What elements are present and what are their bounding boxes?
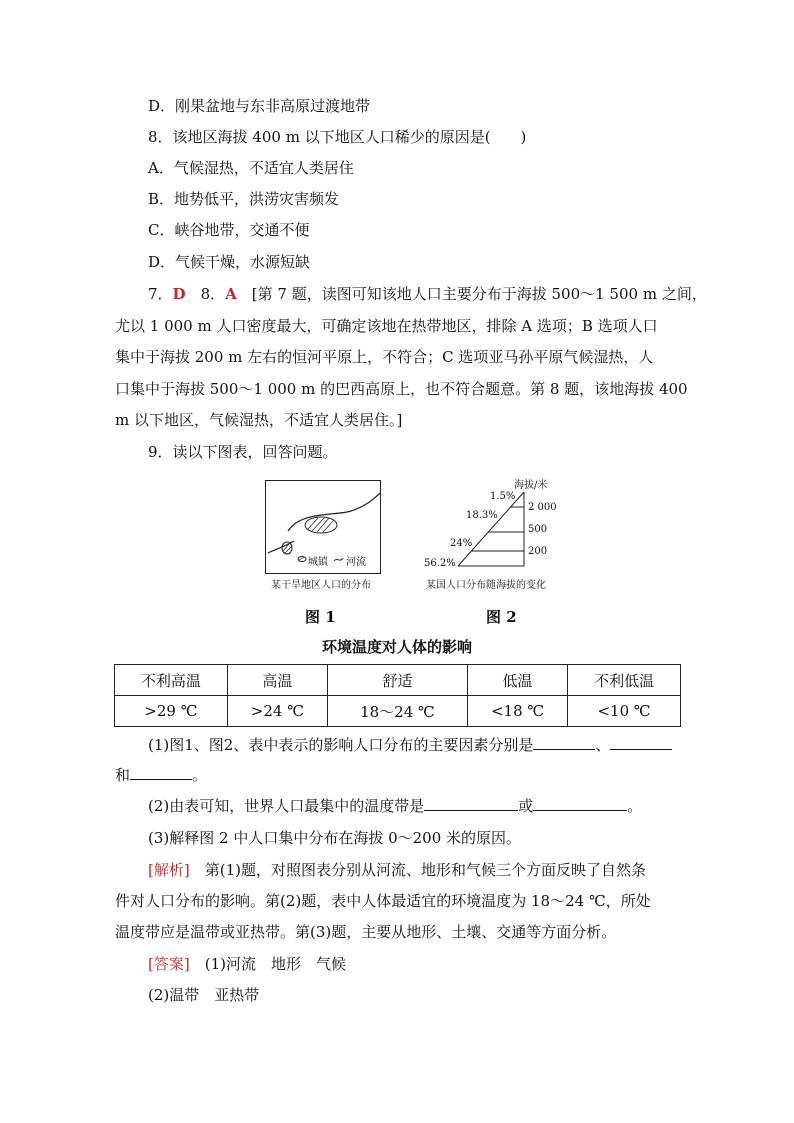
explanation-line2: 尤以 1 000 m 人口密度最大，可确定该地在热带地区，排除 A 选项；B 选项人口 [115, 317, 658, 335]
tick-2000: 2 000 [528, 502, 557, 513]
answer-blank-3[interactable] [130, 765, 192, 780]
q8-option-a: A．气候湿热，不适宜人类居住 [148, 159, 354, 177]
sub2-text: (2)由表可知，世界人口最集中的温度带是 [148, 797, 425, 815]
figure-2-label: 图 2 [486, 608, 517, 626]
q8-option-c: C．峡谷地带，交通不便 [148, 221, 310, 239]
axis-label: 海拔/米 [514, 480, 548, 491]
town-area-large [305, 517, 337, 533]
explanation-line4: 口集中于海拔 500～1 000 m 的巴西高原上，也不符合题意。第 8 题，该地海拔 400 [115, 380, 688, 398]
sub1-text: (1)图1、图2、表中表示的影响人口分布的主要因素分别是 [148, 736, 534, 754]
value-cell: 18～24 ℃ [327, 696, 467, 727]
header-cell: 舒适 [327, 665, 467, 696]
explanation-line5: m 以下地区，气候湿热，不适宜人类居住。] [115, 411, 403, 429]
answer-tag: [答案] [148, 955, 190, 973]
q9-sub3: (3)解释图 2 中人口集中分布在海拔 0～200 米的原因。 [148, 829, 522, 847]
analysis-line2: 件对人口分布的影响。第(2)题，表中人体最适宜的环境温度为 18～24 ℃，所处 [115, 892, 651, 910]
q8-stem: 8．该地区海拔 400 m 以下地区人口稀少的原因是( ) [148, 128, 527, 146]
town-area-small [282, 542, 292, 554]
legend-town-label: 城镇 [308, 557, 328, 568]
table-title: 环境温度对人体的影响 [321, 638, 472, 656]
value-cell: >24 ℃ [227, 696, 327, 727]
header-cell: 低温 [467, 665, 567, 696]
answer-blank-5[interactable] [533, 796, 627, 811]
sub2-or: 或 [518, 797, 534, 815]
pct-label-2: 18.3% [466, 510, 498, 521]
tick-500: 500 [528, 524, 548, 535]
analysis-line1 [148, 860, 646, 880]
q7-answer: D [172, 285, 186, 303]
pct-label-1: 1.5% [490, 491, 516, 502]
q7-label: 7． [148, 285, 173, 303]
answer-line1 [148, 954, 346, 974]
q7-option-d: D．刚果盆地与东非高原过渡地带 [148, 97, 371, 115]
pct-label-3: 24% [450, 538, 473, 549]
value-cell: >29 ℃ [115, 696, 228, 727]
legend-river-icon [334, 558, 343, 561]
tick-200: 200 [528, 546, 548, 557]
legend-town-icon [298, 557, 306, 562]
q8-label: 8． [200, 285, 226, 303]
header-cell: 不利低温 [568, 665, 681, 696]
analysis-line3: 温度带应是温带或亚热带。第(3)题，主要从地形、土壤、交通等方面分析。 [115, 923, 617, 941]
figure-2-chart [418, 474, 568, 574]
q9-sub1-line1 [148, 735, 672, 755]
sub1-separator: 、 [595, 736, 611, 754]
q9-stem: 9．读以下图表，回答问题。 [148, 443, 338, 461]
slope-line [458, 492, 524, 566]
table-header-row [115, 665, 681, 696]
explanation-line1: [第 7 题，读图可知该地人口主要分布于海拔 500～1 500 m 之间， [251, 285, 707, 303]
sub1-end: 。 [192, 766, 208, 784]
q8-option-b: B．地势低平，洪涝灾害频发 [148, 190, 340, 208]
answer-blank-4[interactable] [424, 796, 518, 811]
table-row [115, 696, 681, 727]
value-cell: <18 ℃ [467, 696, 567, 727]
q9-sub2 [148, 796, 642, 816]
answer-7-8-line1 [148, 284, 707, 304]
figure-1-map [265, 480, 381, 574]
answer-blank-2[interactable] [610, 735, 672, 750]
pct-label-4: 56.2% [424, 558, 456, 569]
figure-1-label: 图 1 [305, 608, 336, 626]
value-cell: <10 ℃ [568, 696, 681, 727]
header-cell: 高温 [227, 665, 327, 696]
figure-2-caption: 某国人口分布随海拔的变化 [426, 580, 546, 591]
legend-river-label: 河流 [346, 557, 366, 568]
river-main [288, 493, 380, 531]
sub2-end: 。 [627, 797, 643, 815]
q9-sub1-line2 [115, 765, 207, 785]
answer-blank-1[interactable] [533, 735, 595, 750]
answer-line2: (2)温带 亚热带 [148, 986, 260, 1004]
q8-option-d: D．气候干燥，水源短缺 [148, 253, 311, 271]
explanation-line3: 集中于海拔 200 m 左右的恒河平原上，不符合；C 选项亚马孙平原气候湿热，人 [115, 348, 654, 366]
header-cell: 不利高温 [115, 665, 228, 696]
analysis-tag: [解析] [148, 861, 190, 879]
sub1-and: 和 [115, 766, 131, 784]
answer-text-1: (1)河流 地形 气候 [189, 955, 346, 973]
figure-1-caption: 某干旱地区人口的分布 [271, 580, 371, 591]
analysis-text-1: 第(1)题，对照图表分别从河流、地形和气候三个方面反映了自然条 [189, 861, 646, 879]
q8-answer: A [225, 285, 237, 303]
temperature-table [114, 664, 681, 727]
